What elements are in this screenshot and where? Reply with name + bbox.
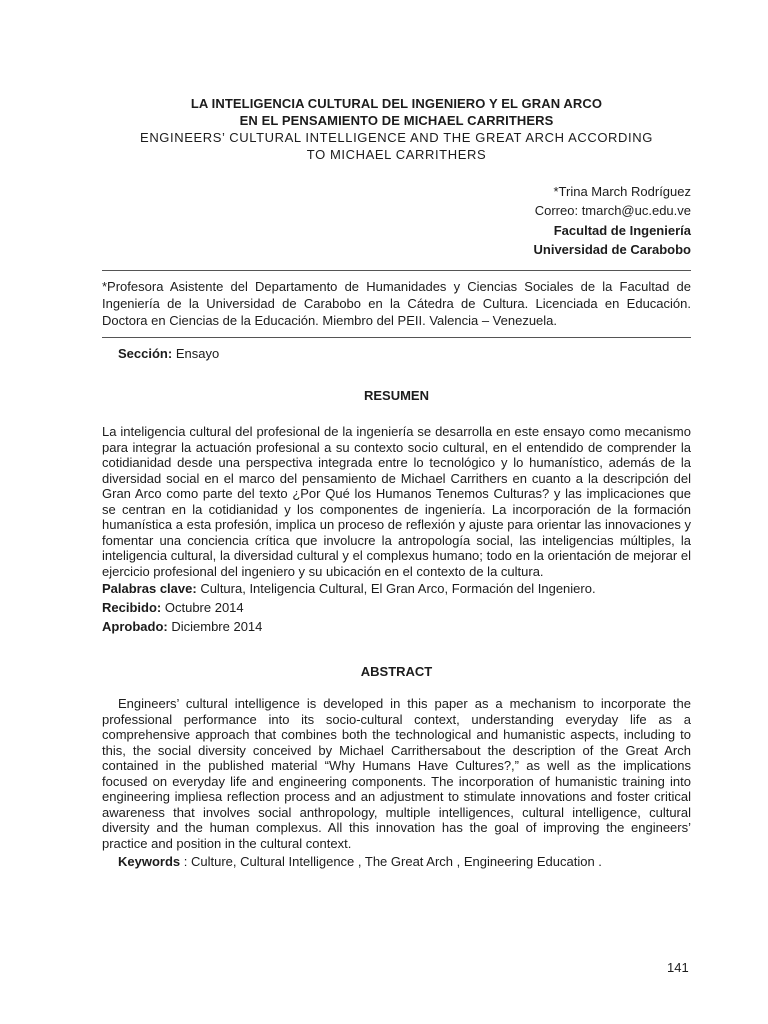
- keywords-line: [102, 854, 691, 869]
- title-english: [102, 129, 691, 163]
- title-spanish-line-2: EN EL PENSAMIENTO DE MICHAEL CARRITHERS: [239, 113, 554, 128]
- author-name: *Trina March Rodríguez: [553, 184, 691, 199]
- recibido-label: Recibido:: [102, 600, 162, 616]
- section-line: [102, 346, 691, 361]
- abstract-text: Engineers’ cultural intelligence is developed in this paper as a mechanism to incorporate the professional performance into its socio-cultural context, understanding everyday life as a comprehensive approach that combines both the technological and humanistic aspects, including to this, the social diversity conceived by Michael Carrithersabout the description of the Great Arch contained in the published material “Why Humans Have Cultures?,” as well as the implications focused on everyday life and engineering components. The incorporation of humanistic training into engineering impliesa reflection process and an adjustment to stimulate innovations and foster critical awareness that involves social anthropology, multiple intelligences, cultural intelligence, cultural diversity and the human complexus. All this innovation has the goal of improving the engineers’ practice and position in the cultural context.: [102, 696, 691, 851]
- palabras-clave-line: [102, 579, 691, 598]
- aprobado-label: Aprobado:: [102, 619, 168, 635]
- author-faculty: Facultad de Ingeniería: [553, 222, 691, 238]
- abstract-heading: ABSTRACT: [360, 664, 433, 680]
- recibido-value: Octubre 2014: [164, 600, 244, 616]
- section-label: Sección:: [118, 346, 173, 362]
- divider-top: [102, 270, 691, 271]
- palabras-clave-value: Cultura, Inteligencia Cultural, El Gran Arco, Formación del Ingeniero.: [200, 581, 596, 597]
- section-value: Ensayo: [175, 346, 220, 362]
- title-english-line-2: TO MICHAEL CARRITHERS: [306, 147, 487, 162]
- recibido-line: [102, 598, 691, 617]
- keywords-label: Keywords: [118, 854, 181, 870]
- resumen-heading: RESUMEN: [363, 388, 429, 404]
- author-block: [102, 182, 691, 259]
- author-email: Correo: tmarch@uc.edu.ve: [534, 203, 691, 219]
- title-spanish-line-1: LA INTELIGENCIA CULTURAL DEL INGENIERO Y EL GRAN ARCO: [190, 96, 603, 111]
- title-spanish: [102, 95, 691, 129]
- author-note: *Profesora Asistente del Departamento de Humanidades y Ciencias Sociales de la Facultad de Ingeniería de la Universidad de Carabobo en la Cátedra de Cultura. Licenciada en Educación. Doctora en Ciencias de la Educación. Miembro del PEII. Valencia – Venezuela.: [102, 279, 691, 329]
- aprobado-value: Diciembre 2014: [171, 619, 263, 635]
- divider-bottom: [102, 337, 691, 338]
- author-university: Universidad de Carabobo: [533, 241, 691, 257]
- title-english-line-1: ENGINEERS’ CULTURAL INTELLIGENCE AND THE GREAT ARCH ACCORDING: [140, 130, 653, 145]
- page-number: 141: [667, 960, 689, 975]
- resumen-text: La inteligencia cultural del profesional de la ingeniería se desarrolla en este ensayo como mecanismo para integrar la actuación profesional a su contexto socio cultural, en el entendido de comprender la cotidianidad desde una perspectiva integrada entre lo tecnológico y lo humanístico, además de la diversidad social en el marco del pensamiento de Michael Carrithers en cuanto a la descripción del Gran Arco como parte del texto ¿Por Qué los Humanos Tenemos Culturas? y las implicaciones que se centran en la cotidianidad y los componentes de ingeniería. La incorporación de la formación humanística a esta profesión, implica un proceso de reflexión y ajuste para orientar las innovaciones y fomentar una conciencia crítica que involucre la antropología social, las inteligencias múltiples, la inteligencia cultural, la diversidad cultural y el complexus humano; todo en la orientación de mejorar el ejercicio profesional del ingeniero y su ubicación en el contexto de la cultura.: [102, 424, 691, 579]
- keywords-value: : Culture, Cultural Intelligence , The Great Arch , Engineering Education .: [180, 854, 602, 870]
- resumen-meta: [102, 579, 691, 636]
- aprobado-line: [102, 617, 691, 636]
- article-page: [102, 95, 691, 869]
- palabras-clave-label: Palabras clave:: [102, 581, 197, 597]
